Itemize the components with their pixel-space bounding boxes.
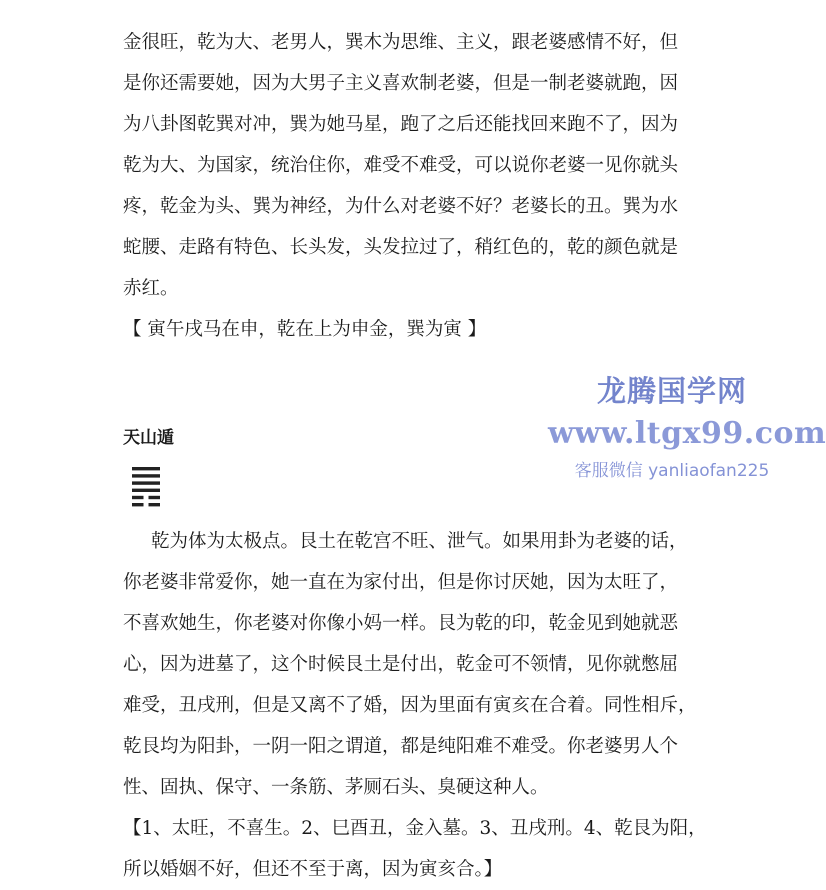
watermark — [548, 370, 826, 486]
hexagram-icon — [131, 466, 161, 510]
text-line: 你老婆非常爱你，她一直在为家付出，但是你讨厌她，因为太旺了， — [123, 572, 679, 593]
hexagram-line-yin — [149, 496, 161, 499]
hexagram-line-yang — [132, 467, 160, 470]
hexagram-line-yin — [149, 503, 161, 506]
bracket-note: 【1、太旺，不喜生。2、巳酉丑，金入墓。3、丑戌刑。4、乾艮为阳， — [123, 818, 707, 839]
text-line: 乾艮均为阳卦，一阴一阳之谓道，都是纯阳难不难受。你老婆男人个 — [123, 736, 679, 757]
section-heading: 天山遁 — [123, 428, 174, 448]
watermark-title: 龙腾国学网 — [596, 374, 747, 408]
hexagram-line-yin — [132, 496, 144, 499]
hexagram-line-yang — [132, 481, 160, 484]
text-line: 不喜欢她生，你老婆对你像小妈一样。艮为乾的印，乾金见到她就恶 — [123, 613, 679, 634]
text-line: 难受，丑戌刑，但是又离不了婚，因为里面有寅亥在合着。同性相斥， — [123, 695, 697, 716]
paragraph-qian-gen — [123, 521, 707, 890]
text-line: 金很旺，乾为大、老男人，巽木为思维、主义，跟老婆感情不好，但 — [123, 32, 679, 53]
text-line: 赤红。 — [123, 278, 179, 299]
text-line: 乾为体为太极点。艮土在乾宫不旺、泄气。如果用卦为老婆的话， — [151, 531, 688, 552]
text-line: 乾为大、为国家，统治住你，难受不难受，可以说你老婆一见你就头 — [123, 155, 679, 176]
bracket-note: 所以婚姻不好，但还不至于离，因为寅亥合。】 — [123, 859, 503, 880]
text-line: 为八卦图乾巽对冲，巽为她马星，跑了之后还能找回来跑不了，因为 — [123, 114, 679, 135]
watermark-service: 客服微信 yanliaofan225 — [574, 461, 770, 481]
text-line: 心，因为进墓了，这个时候艮土是付出，乾金可不领情，见你就憋屈 — [123, 654, 679, 675]
text-line: 疼，乾金为头、巽为神经，为什么对老婆不好？老婆长的丑。巽为水 — [123, 196, 679, 217]
hexagram-line-yin — [132, 503, 144, 506]
paragraph-qian-xun — [123, 22, 679, 350]
bracket-note: 【 寅午戌马在申，乾在上为申金，巽为寅 】 — [123, 319, 487, 340]
hexagram-line-yang — [132, 474, 160, 477]
text-line: 性、固执、保守、一条筋、茅厕石头、臭硬这种人。 — [123, 777, 549, 798]
hexagram-line-yang — [132, 489, 160, 492]
text-line: 是你还需要她，因为大男子主义喜欢制老婆，但是一制老婆就跑，因 — [123, 73, 679, 94]
text-line: 蛇腰、走路有特色、长头发，头发拉过了，稍红色的，乾的颜色就是 — [123, 237, 679, 258]
watermark-url: www.ltgx99.com — [548, 416, 826, 451]
